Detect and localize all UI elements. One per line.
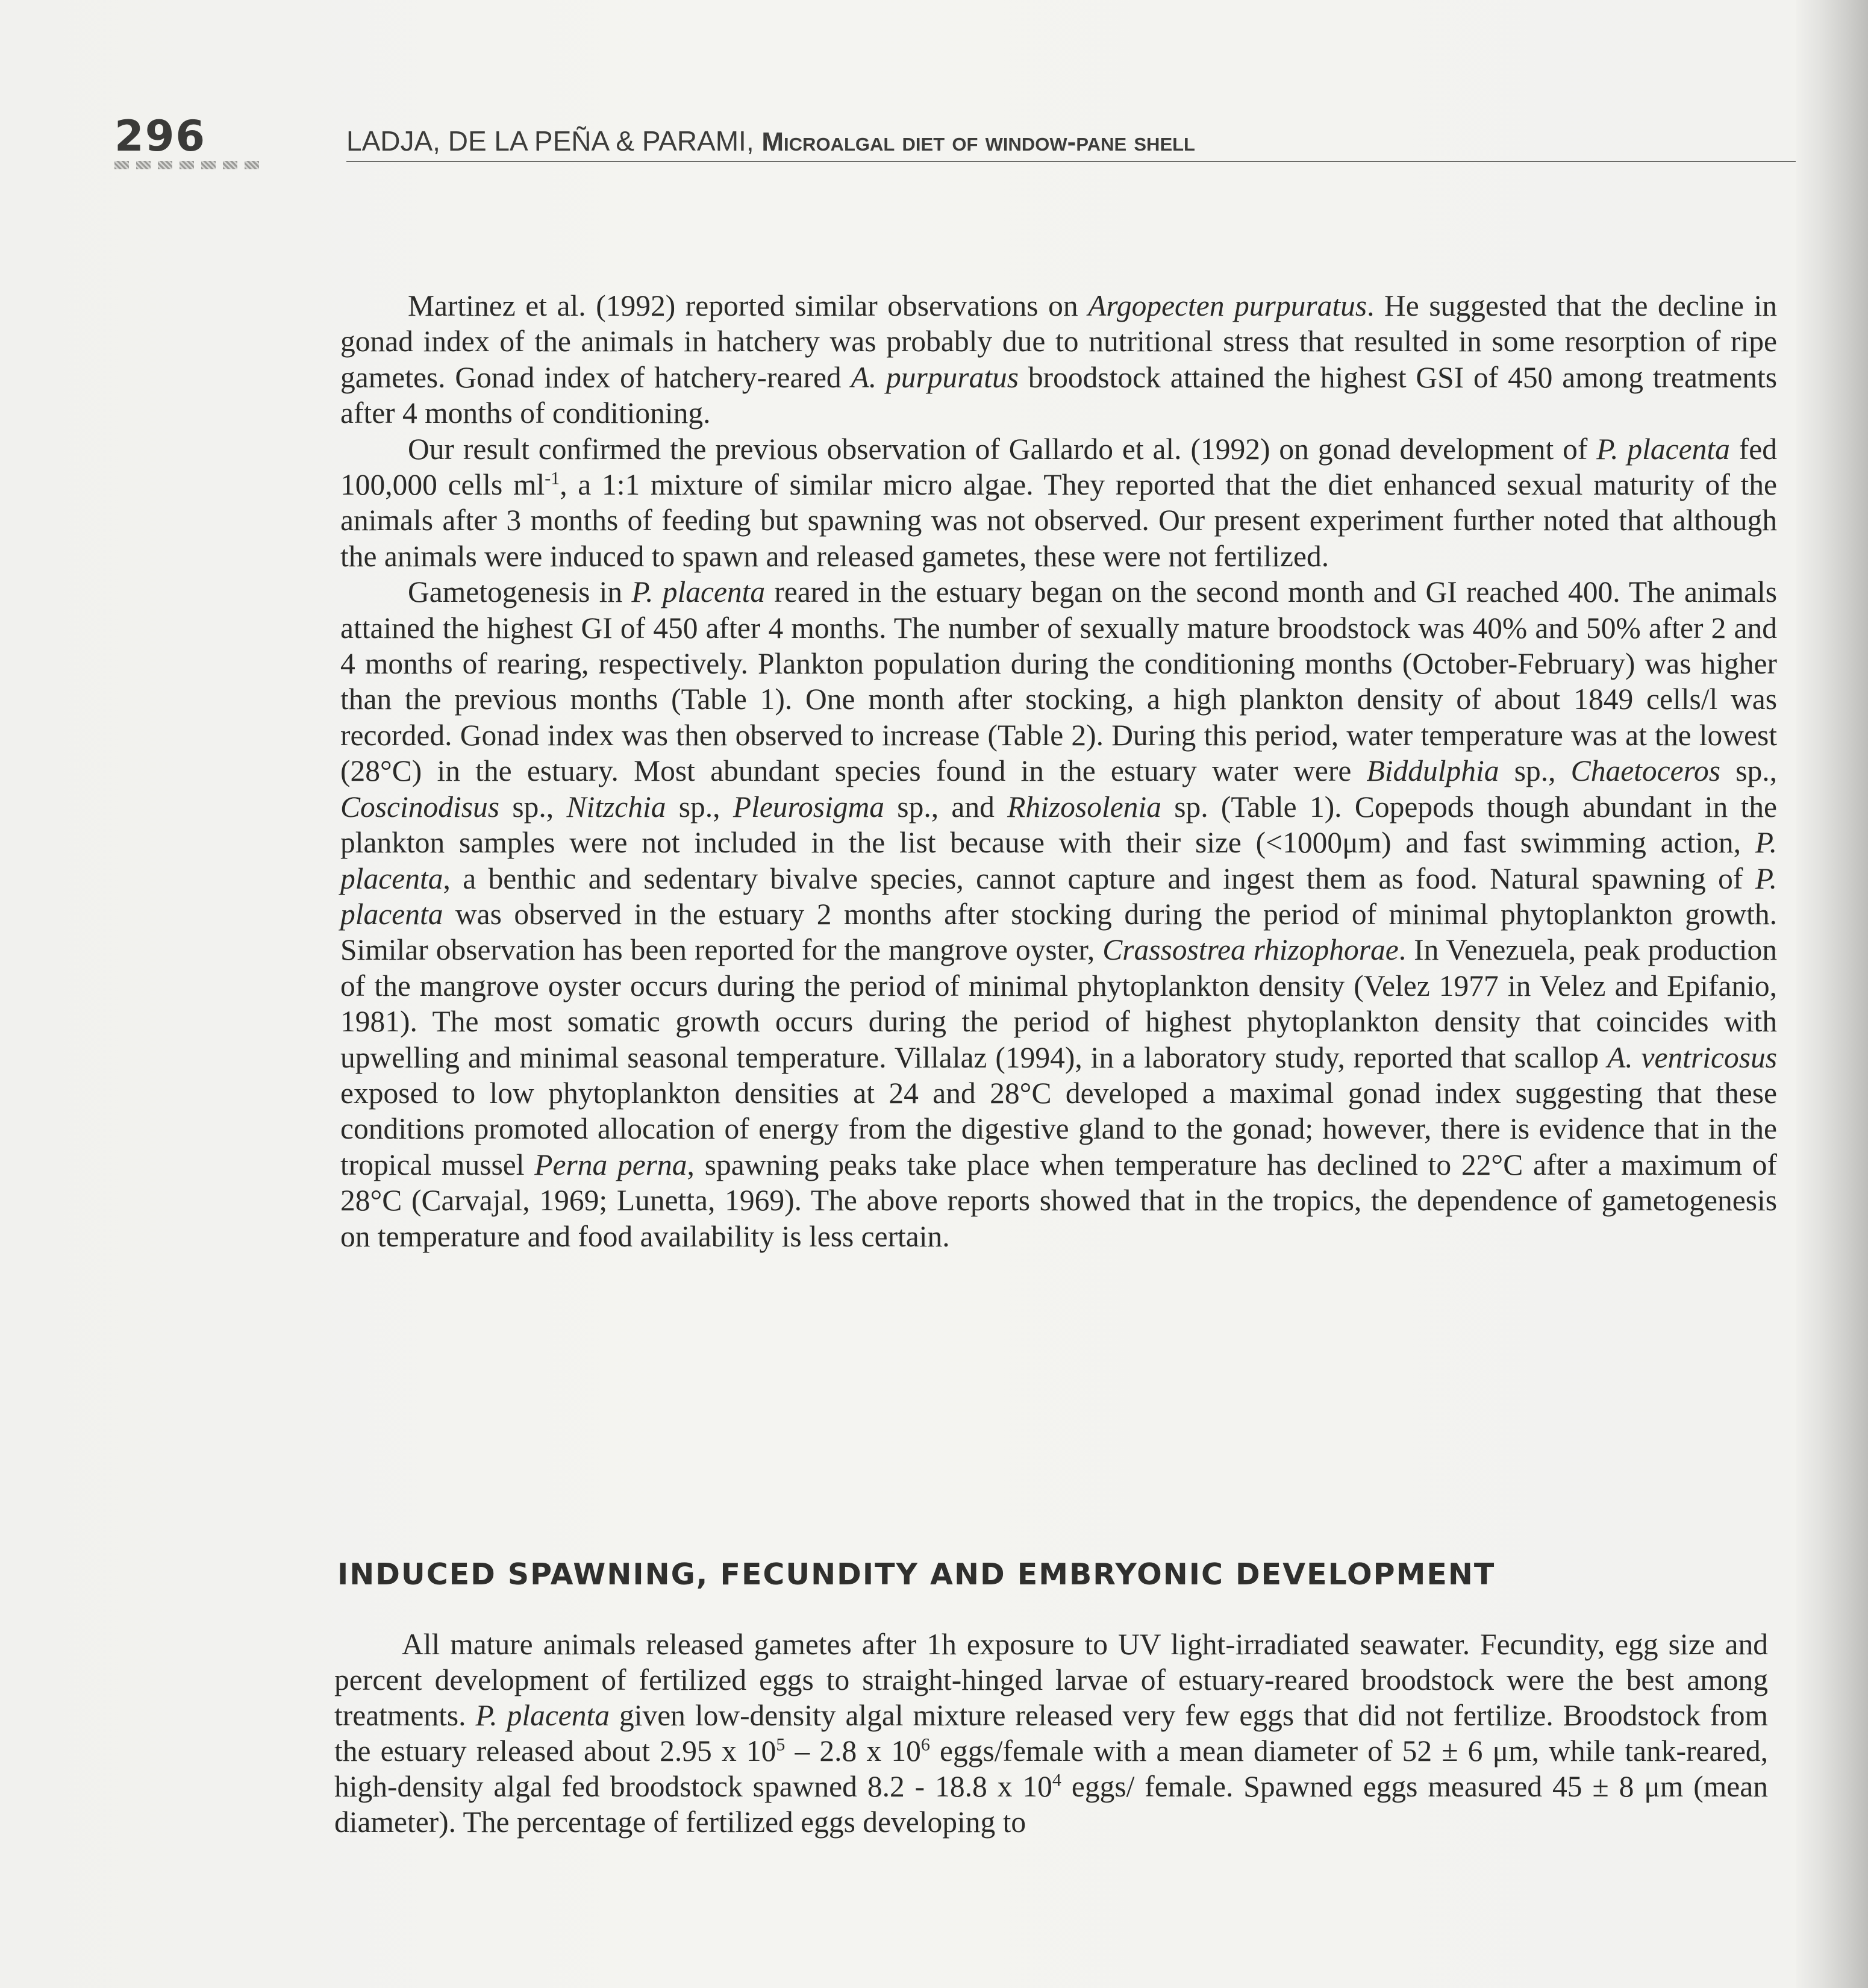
paragraph-1: Martinez et al. (1992) reported similar observations on Argopecten purpuratus. He suggested that the decline in gonad index of the animals in hatchery was probably due to nutritional stress that resulted in some resorption of ripe gametes. Gonad index of hatchery-reared A. purpuratus broodstock attained the highest GSI of 450 among treatments after 4 months of conditioning. bbox=[340, 289, 1777, 430]
spawning-text bbox=[334, 1627, 1768, 1840]
section-heading: INDUCED SPAWNING, FECUNDITY AND EMBRYONIC DEVELOPMENT bbox=[337, 1557, 1496, 1592]
paragraph-3: Gametogenesis in P. placenta reared in the estuary began on the second month and GI reached 400. The animals attained the highest GI of 450 after 4 months. The number of sexually mature broodstock was 40% and 50% after 2 and 4 months of rearing, respectively. Plankton population during the conditioning months (October-February) was higher than the previous months (Table 1). One month after stocking, a high plankton density of about 1849 cells/l was recorded. Gonad index was then observed to increase (Table 2). During this period, water temperature was at the lowest (28°C) in the estuary. Most abundant species found in the estuary water were Biddulphia sp., Chaetoceros sp., Coscinodisus sp., Nitzchia sp., Pleurosigma sp., and Rhizosolenia sp. (Table 1). Copepods though abundant in the plankton samples were not included in the list because with their size (<1000μm) and fast swimming action, P. placenta, a benthic and sedentary bivalve species, cannot capture and ingest them as food. Natural spawning of P. placenta was observed in the estuary 2 months after stocking during the period of minimal phytoplankton growth. Similar observation has been reported for the mangrove oyster, Crassostrea rhizophorae. In Venezuela, peak production of the mangrove oyster occurs during the period of minimal phytoplankton density (Velez 1977 in Velez and Epifanio, 1981). The most somatic growth occurs during the period of highest phytoplankton density that coincides with upwelling and minimal seasonal temperature. Villalaz (1994), in a laboratory study, reported that scallop A. ventricosus exposed to low phytoplankton densities at 24 and 28°C developed a maximal gonad index suggesting that these conditions promoted allocation of energy from the digestive gland to the gonad; however, there is evidence that in the tropical mussel Perna perna, spawning peaks take place when temperature has declined to 22°C after a maximum of 28°C (Carvajal, 1969; Lunetta, 1969). The above reports showed that in the tropics, the dependence of gametogenesis on temperature and food availability is less certain. bbox=[340, 575, 1778, 1253]
discussion-text bbox=[340, 288, 1777, 1254]
page-edge-shadow bbox=[1796, 0, 1868, 1988]
running-head-title: Microalgal diet of window-pane shell bbox=[761, 127, 1195, 157]
header-rule bbox=[346, 161, 1868, 162]
running-head-authors: LADJA, DE LA PEÑA & PARAMI, bbox=[346, 125, 762, 157]
running-head bbox=[346, 125, 1195, 157]
paragraph-4: All mature animals released gametes after 1h exposure to UV light-irradiated seawater. Fecundity, egg size and percent development of fertilized eggs to straight-hinged larvae of estuary-reared broodstock were the best among treatments. P. placenta given low-density algal mixture released very few eggs that did not fertilize. Broodstock from the estuary released about 2.95 x $10^5 - 2.8$ x $10^6$ eggs/female with a mean diameter of 52 ± 6 μm, while tank-reared, high-density algal fed broodstock spawned 8.2 - 18.8 x $10^4$ eggs/ female. Spawned eggs measured 45 ± 8 μm (mean diameter). The percentage of fertilized eggs developing to bbox=[334, 1628, 1768, 1839]
paragraph-2: Our result confirmed the previous observation of Gallardo et al. (1992) on gonad development of P. placenta fed 100,000 cells $ml^{-1}$, a 1:1 mixture of similar micro algae. They reported that the diet enhanced sexual maturity of the animals after 3 months of feeding but spawning was not observed. Our present experiment further noted that although the animals were induced to spawn and released gametes, these were not fertilized. bbox=[340, 432, 1777, 573]
page-number: 296 bbox=[114, 111, 207, 161]
decorative-dots bbox=[114, 161, 259, 169]
running-header bbox=[114, 111, 1783, 166]
